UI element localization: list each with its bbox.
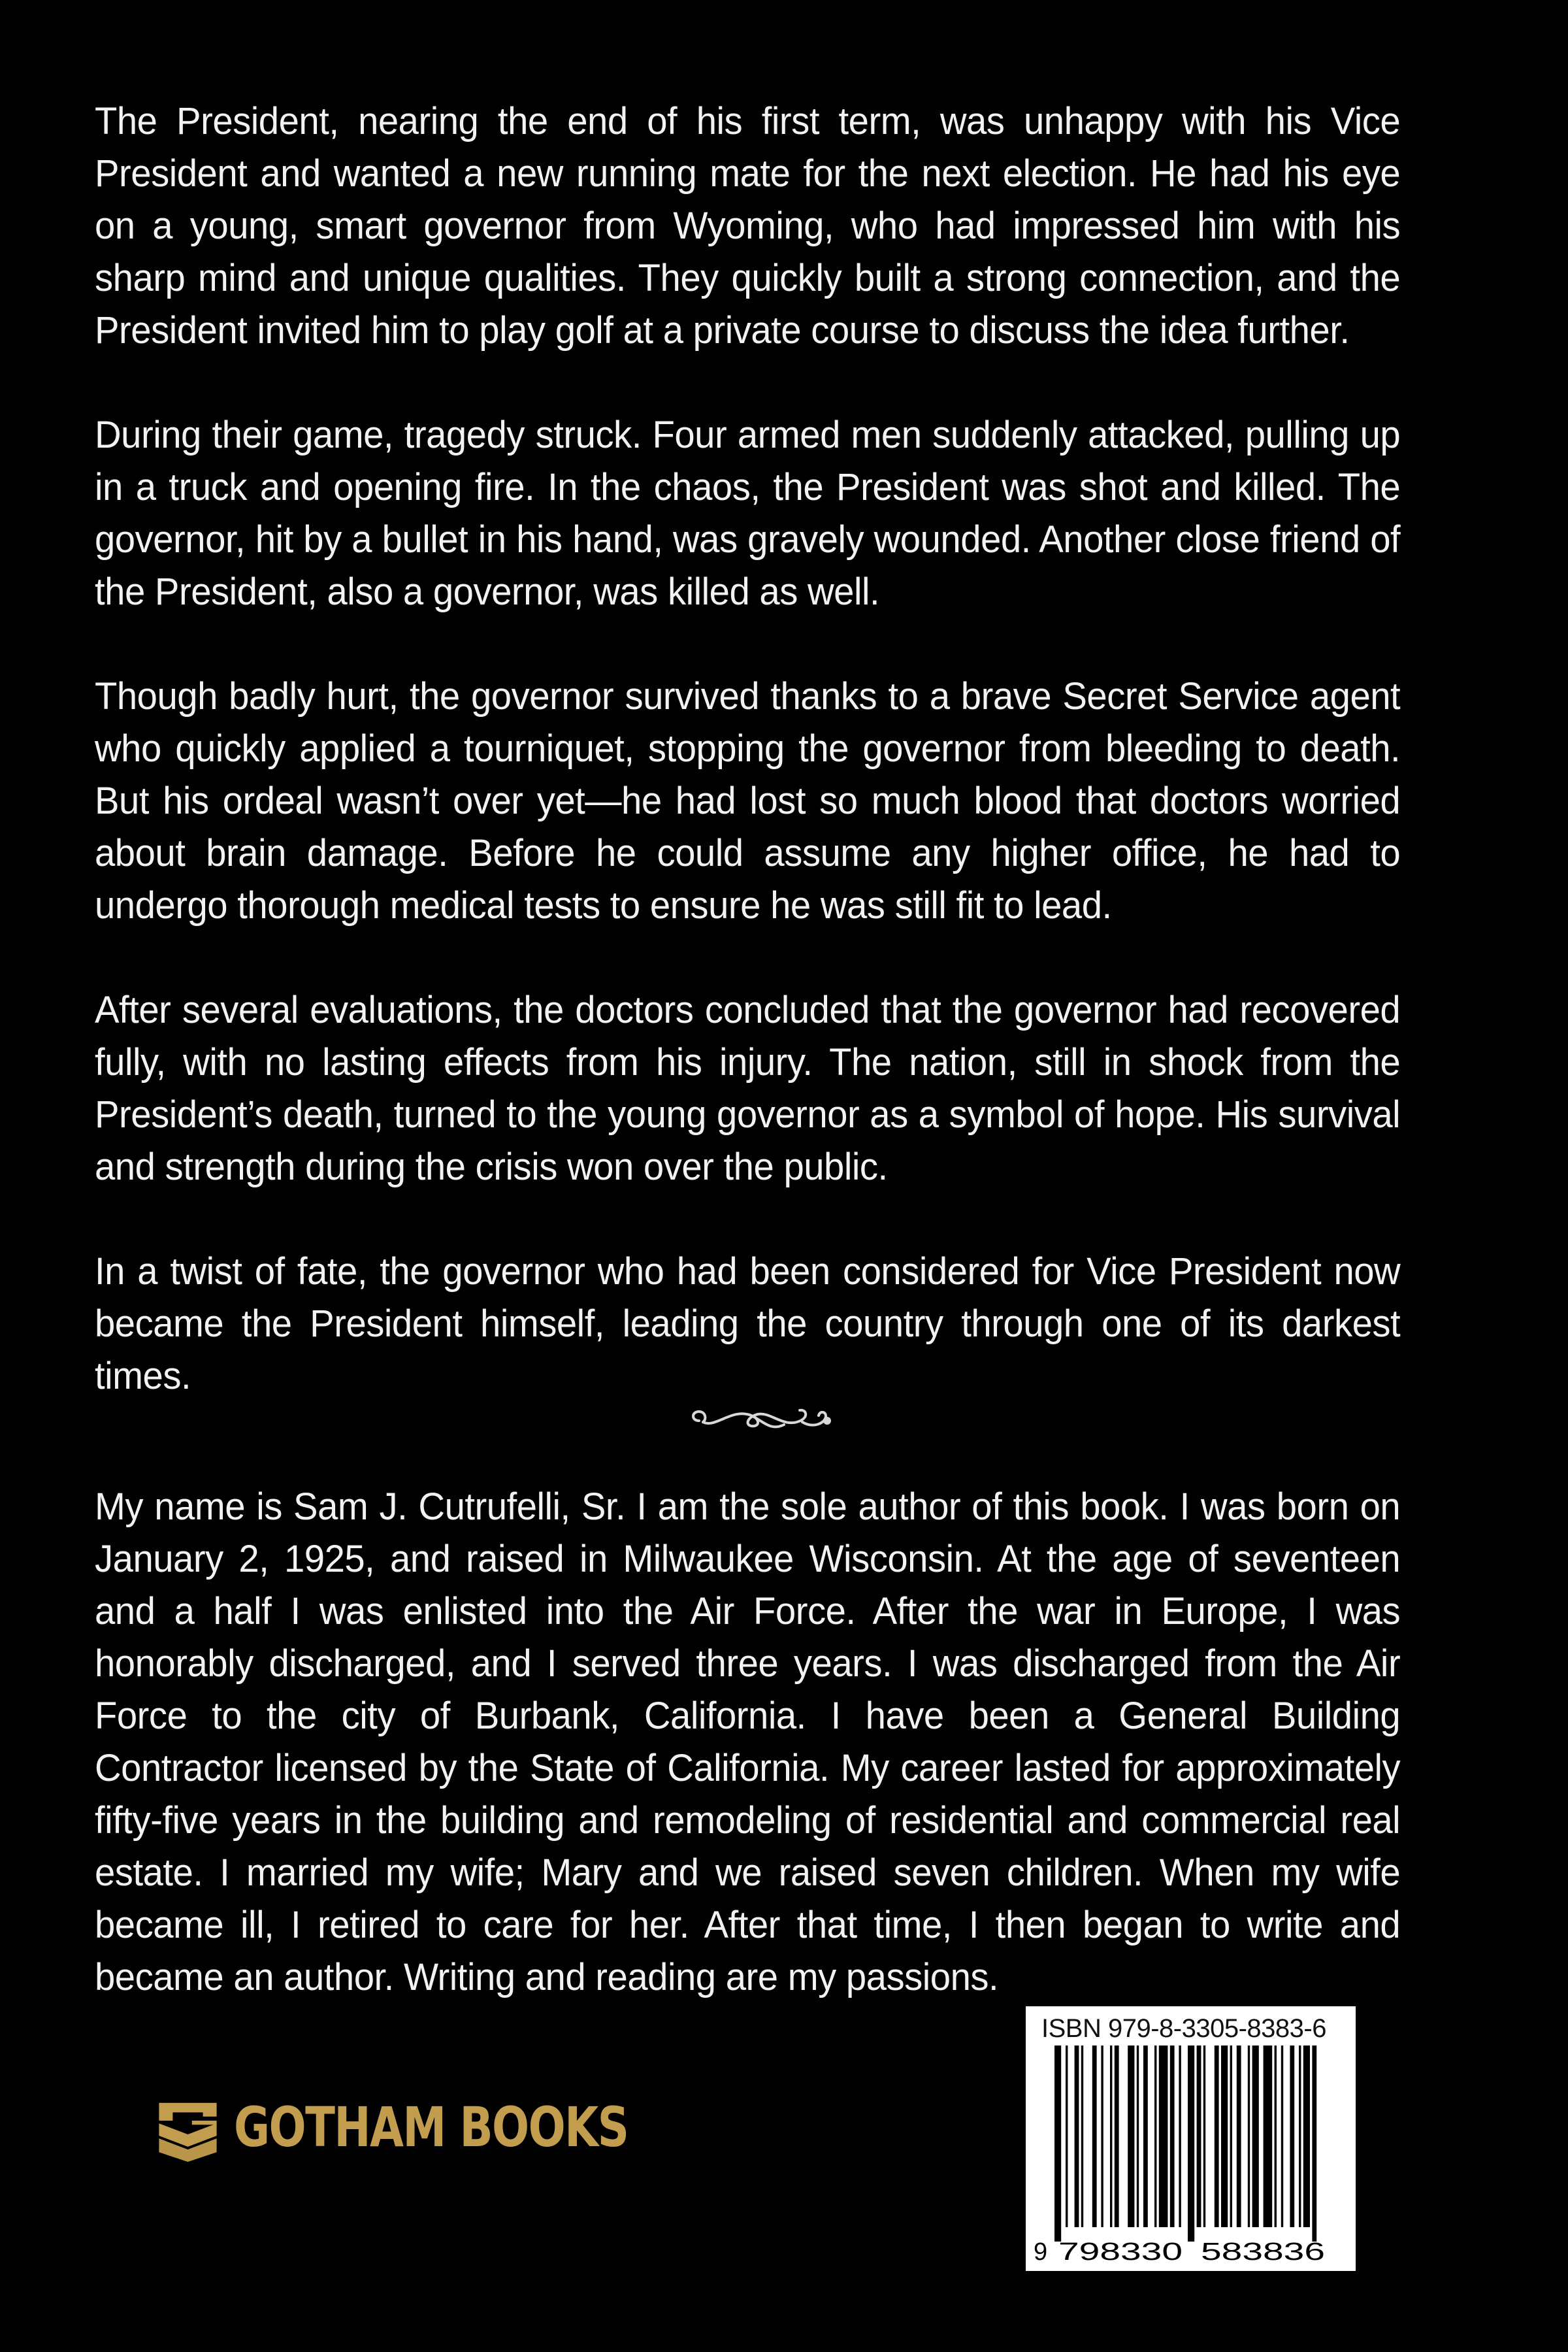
barcode-bar — [1237, 2046, 1241, 2227]
barcode-digits-right: 583836 — [1201, 2238, 1325, 2264]
barcode-bar — [1299, 2046, 1301, 2227]
barcode-bar — [1264, 2046, 1273, 2227]
barcode-bar — [1075, 2046, 1079, 2227]
barcode-bar — [1066, 2046, 1068, 2227]
barcode-bar — [1154, 2046, 1156, 2227]
barcode-bar — [1115, 2046, 1119, 2227]
barcode-bar — [1312, 2046, 1316, 2242]
barcode-bar — [1101, 2046, 1103, 2227]
publisher-logo — [154, 2088, 727, 2166]
isbn-barcode — [1026, 2006, 1356, 2271]
barcode-bar — [1137, 2046, 1139, 2227]
barcode-bar — [1188, 2046, 1194, 2242]
barcode-bar — [1275, 2046, 1277, 2227]
barcode-bar — [1248, 2046, 1250, 2227]
barcode-bar — [1054, 2046, 1061, 2242]
blurb-paragraph-3: Though badly hurt, the governor survived thanks to a brave Secret Service agent who quickly applied a tourniquet, stopping the governor from bleeding to death. But his ordeal wasn’t over yet—he had lost so much blood that doctors worried about brain damage. Before he could assume any higher office, he had to undergo thorough medical tests to ensure he was still fit to lead. — [95, 675, 1401, 927]
barcode-bar — [1215, 2046, 1219, 2227]
barcode-bar — [1143, 2046, 1148, 2227]
gotham-books-logo-icon — [154, 2093, 222, 2162]
blurb-paragraph-5: In a twist of fate, the governor who had been considered for Vice President now became the President himself, leading the country through one of its darkest times. — [95, 1250, 1401, 1397]
blurb-paragraph-4: After several evaluations, the doctors concluded that the governor had recovered fully, with no lasting effects from his injury. The nation, still in shock from the President’s death, turned to the young governor as a symbol of hope. His survival and strength during the crisis won over the public. — [95, 989, 1401, 1188]
blurb-paragraph-1: The President, nearing the end of his first term, was unhappy with his Vice President and wanted a new running mate for the next election. He had his eye on a young, smart governor from Wyoming, who had impressed him with his sharp mind and unique qualities. They quickly built a strong connection, and the President invited him to play golf at a private course to discuss the idea further. — [95, 100, 1401, 352]
barcode-bar — [1197, 2046, 1201, 2227]
barcode-bar — [1092, 2046, 1097, 2227]
barcode-bar — [1159, 2046, 1168, 2227]
barcode-bar — [1128, 2046, 1134, 2227]
barcode-bar — [1203, 2046, 1205, 2227]
barcode-bar — [1230, 2046, 1232, 2227]
barcode-bar — [1303, 2046, 1310, 2227]
barcode-bar — [1110, 2046, 1112, 2227]
barcode-bar — [1252, 2046, 1259, 2227]
barcode-bar — [1081, 2046, 1083, 2227]
barcode-bar — [1290, 2046, 1294, 2227]
isbn-label: ISBN 979-8-3305-8383-6 — [1041, 2014, 1326, 2043]
barcode-icon — [1032, 2046, 1349, 2264]
flourish-divider-icon — [686, 1392, 836, 1444]
barcode-bar — [1281, 2046, 1283, 2227]
barcode-bar — [1170, 2046, 1175, 2227]
barcode-bar — [1179, 2046, 1181, 2227]
publisher-name: GOTHAM BOOKS — [234, 2095, 629, 2159]
author-bio: My name is Sam J. Cutrufelli, Sr. I am the sole author of this book. I was born on January 2, 1925, and raised in Milwaukee Wisconsin. At the age of seventeen and a half I was enlisted into the Air Force. After the war in Europe, I was honorably discharged, and I served three years. I was discharged from the Air Force to the city of Burbank, California. I have been a General Building Contractor licensed by the State of California. My career lasted for approximately fifty-five years in the building and remodeling of residential and commercial real estate. I married my wife; Mary and we raised seven children. When my wife became ill, I retired to care for her. After that time, I then began to write and became an author. Writing and reading are my passions. — [95, 1485, 1401, 1998]
barcode-bar — [1221, 2046, 1228, 2227]
barcode-digit-lead: 9 — [1034, 2238, 1048, 2264]
barcode-digits-left: 798330 — [1058, 2238, 1183, 2264]
blurb-paragraph-2: During their game, tragedy struck. Four armed men suddenly attacked, pulling up in a truck and opening fire. In the chaos, the President was shot and killed. The governor, hit by a bullet in his hand, was gravely wounded. Another close friend of the President, also a governor, was killed as well. — [95, 414, 1401, 613]
